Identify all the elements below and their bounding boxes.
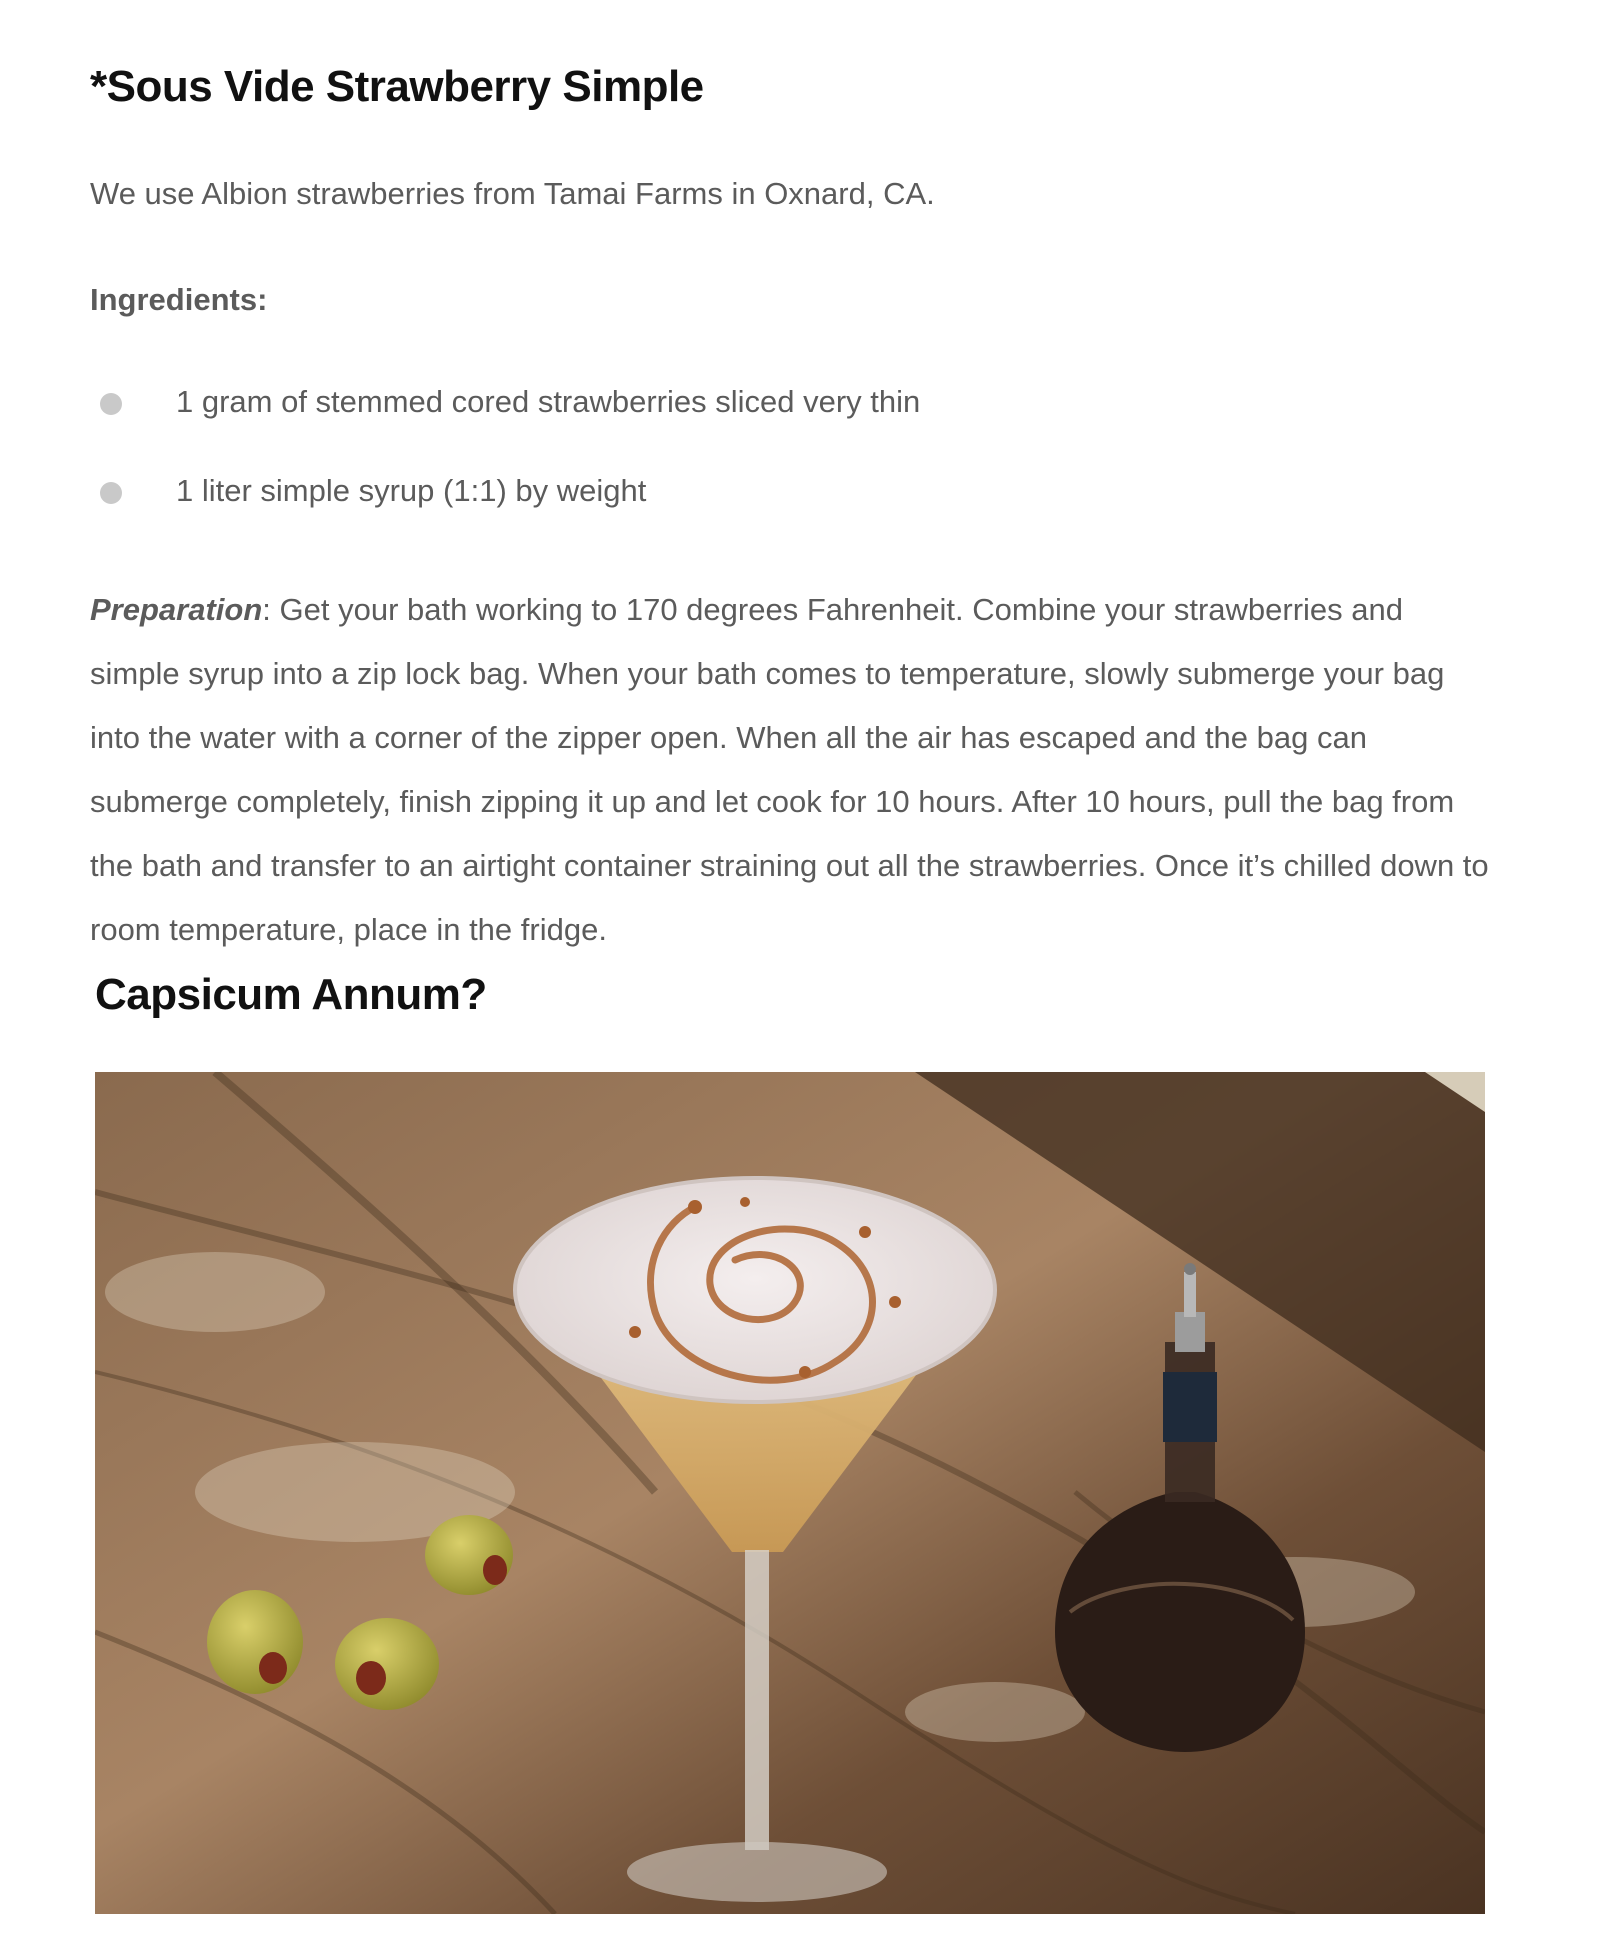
olive-icon	[207, 1590, 303, 1694]
bullet-icon	[100, 393, 122, 415]
olive-icon	[335, 1618, 439, 1710]
cocktail-photo-illustration	[95, 1072, 1485, 1914]
ingredient-text: 1 liter simple syrup (1:1) by weight	[176, 473, 647, 508]
preparation-paragraph	[90, 578, 1490, 962]
ingredient-text: 1 gram of stemmed cored strawberries sliced very thin	[176, 384, 921, 419]
recipe-intro: We use Albion strawberries from Tamai Farms in Oxnard, CA.	[90, 176, 935, 211]
preparation-label: Preparation	[90, 592, 263, 627]
ingredients-heading: Ingredients:	[90, 282, 268, 317]
section-title: Capsicum Annum?	[95, 970, 487, 1019]
bullet-icon	[100, 482, 122, 504]
preparation-text: : Get your bath working to 170 degrees Fahrenheit. Combine your strawberries and simple syrup into a zip lock bag. When your bath comes to temperature, slowly submerge your bag into the water with a corner of the zipper open. When all the air has escaped and the bag can submerge completely, finish zipping it up and let cook for 10 hours. After 10 hours, pull the bag from the bath and transfer to an airtight container straining out all the strawberries. Once it’s chilled down to room temperature, place in the fridge.	[90, 592, 1489, 947]
ingredients-list	[90, 384, 920, 562]
cocktail-photo	[95, 1072, 1485, 1914]
list-item	[90, 384, 920, 473]
list-item	[90, 473, 920, 562]
olive-icon	[425, 1515, 513, 1595]
recipe-title: *Sous Vide Strawberry Simple	[90, 62, 704, 111]
